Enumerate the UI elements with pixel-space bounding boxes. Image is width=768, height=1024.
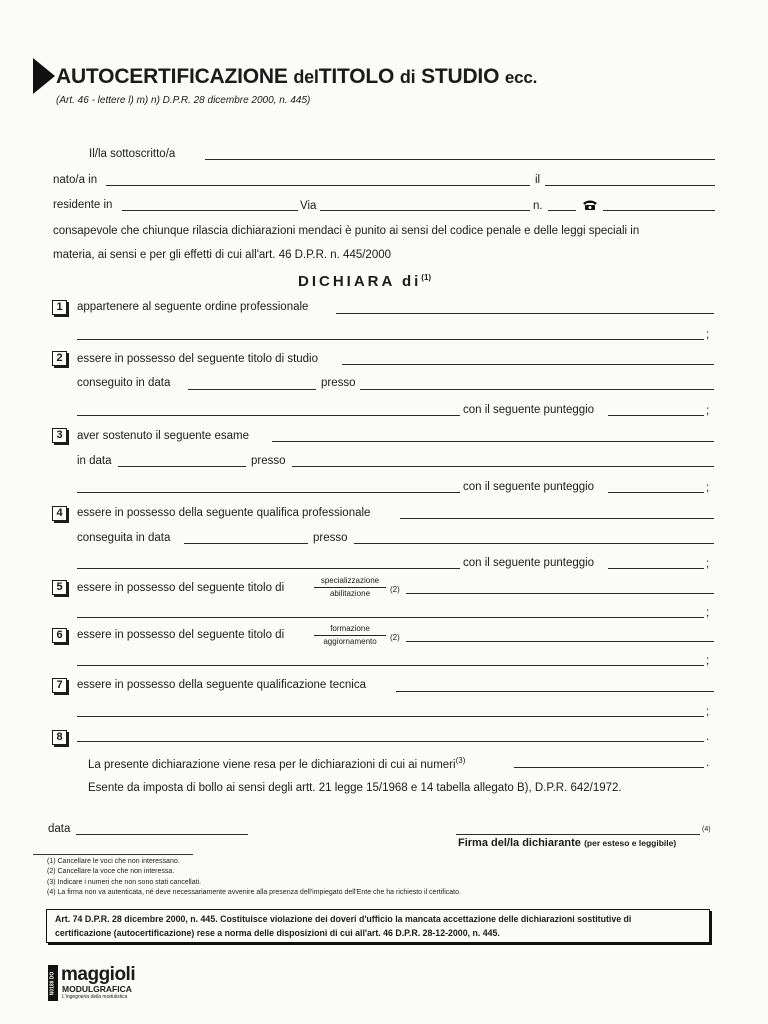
item-6-ref: (2): [390, 633, 400, 642]
item-8-number[interactable]: 8: [52, 730, 67, 745]
item-2-text: essere in possesso del seguente titolo di studio: [77, 353, 319, 365]
item-2-presso: presso: [321, 377, 356, 389]
item-6-field-b[interactable]: [77, 665, 704, 666]
item-6-semicolon: ;: [706, 655, 710, 667]
consapevole-line2: materia, ai sensi e per gli effetti di cui all'art. 46 D.P.R. n. 445/2000: [53, 249, 392, 261]
footnote-4: (4) La firma non va autenticata, né deve necessariamente avvenire alla presenza dell'impiegato dell'Ente che ha richiesto il certificato.: [47, 889, 461, 896]
dichiara-di: di: [401, 273, 422, 290]
legal-box: [46, 909, 710, 943]
publisher-brand: maggioli: [61, 964, 136, 985]
publisher-code: [48, 965, 58, 1001]
data-label: data: [48, 823, 71, 835]
item-6-fraction: [314, 625, 386, 646]
footnote-2: (2) Cancellare la voce che non interessa.: [47, 868, 175, 875]
item-4-date-field[interactable]: [184, 543, 308, 544]
item-1-semicolon: ;: [706, 329, 710, 341]
nato-label: nato/a in: [53, 174, 98, 186]
publisher-division: MODULGRAFICA: [62, 984, 132, 994]
item-5-frac-bar: [314, 587, 386, 588]
item-4-field-a[interactable]: [400, 518, 714, 519]
firma-label: Firma del/la dichiarante: [458, 837, 581, 849]
item-5-frac-bottom: abilitazione: [329, 589, 371, 598]
item-4-text: essere in possesso della seguente qualifica professionale: [77, 507, 371, 519]
item-2-punteggio-field[interactable]: [608, 415, 704, 416]
legal-line-1: Art. 74 D.P.R. 28 dicembre 2000, n. 445. Costituisce violazione dei doveri d'ufficio la mancata accettazione delle dichiarazioni sostitutive di: [55, 914, 632, 924]
header-arrow: [33, 58, 55, 94]
title-ecc: ecc.: [504, 68, 538, 87]
dichiara-heading: [298, 274, 431, 289]
item-4-semicolon: ;: [706, 558, 710, 570]
nato-field[interactable]: [106, 185, 530, 186]
item-1-number[interactable]: 1: [52, 300, 67, 315]
publisher-code-text: N0188 DO: [49, 971, 56, 996]
publisher-logo: [48, 965, 158, 1003]
item-1-field-b[interactable]: [77, 339, 704, 340]
footnote-1: (1) Cancellare le voci che non interessano.: [47, 858, 180, 865]
item-7-number[interactable]: 7: [52, 678, 67, 693]
item-1-text: appartenere al seguente ordine professionale: [77, 301, 309, 313]
item-2-date-field[interactable]: [188, 389, 316, 390]
item-2-punteggio: con il seguente punteggio: [463, 404, 595, 416]
page-title: [56, 66, 537, 87]
legal-line-2: certificazione (autocertificazione) rese a norma delle disposizioni di cui all'art. 46 D.P.R. 28-12-2000, n. 445.: [55, 928, 500, 938]
telephone-icon: [582, 198, 598, 210]
consapevole-line1: consapevole che chiunque rilascia dichiarazioni mendaci è punito ai sensi del codice penale e delle leggi speciali in: [53, 225, 640, 237]
firma-label-row: [458, 838, 676, 850]
sottoscritto-field[interactable]: [205, 159, 715, 160]
item-4-field-c[interactable]: [77, 568, 460, 569]
item-3-field-c[interactable]: [77, 492, 460, 493]
item-3-punteggio-field[interactable]: [608, 492, 704, 493]
phone-field[interactable]: [603, 210, 715, 211]
item-7-field-b[interactable]: [77, 716, 704, 717]
item-4-conseguita: conseguita in data: [77, 532, 171, 544]
item-5-semicolon: ;: [706, 607, 710, 619]
item-3-text: aver sostenuto il seguente esame: [77, 430, 249, 442]
item-5-field-a[interactable]: [406, 593, 714, 594]
item-5-field-b[interactable]: [77, 617, 704, 618]
publisher-tagline: L'ingegneria della modulistica: [62, 994, 128, 1000]
presente-label: La presente dichiarazione viene resa per le dichiarazioni di cui ai numeri: [88, 758, 456, 771]
title-del: del: [293, 67, 319, 87]
item-7-field-a[interactable]: [396, 691, 714, 692]
item-6-number[interactable]: 6: [52, 628, 67, 643]
item-6-field-a[interactable]: [406, 641, 714, 642]
via-field[interactable]: [320, 210, 530, 211]
item-2-conseguito: conseguito in data: [77, 377, 171, 389]
footnotes-rule: [33, 854, 193, 855]
page-subtitle: (Art. 46 - lettere l) m) n) D.P.R. 28 dicembre 2000, n. 445): [56, 95, 311, 106]
dichiara-note-ref: (1): [421, 273, 432, 282]
item-3-field-a[interactable]: [272, 441, 714, 442]
presente-text: [88, 757, 465, 771]
il-field[interactable]: [545, 185, 715, 186]
item-2-presso-field[interactable]: [360, 389, 714, 390]
via-label: Via: [300, 200, 317, 212]
item-2-field-c[interactable]: [77, 415, 460, 416]
footnote-3: (3) Indicare i numeri che non sono stati cancellati.: [47, 879, 202, 886]
firma-ref: (4): [702, 826, 711, 833]
item-7-text: essere in possesso della seguente qualificazione tecnica: [77, 679, 366, 691]
item-4-presso: presso: [313, 532, 348, 544]
item-3-in-data: in data: [77, 455, 112, 467]
item-3-presso-field[interactable]: [292, 466, 714, 467]
item-3-semicolon: ;: [706, 482, 710, 494]
item-2-semicolon: ;: [706, 405, 710, 417]
esente-text: Esente da imposta di bollo ai sensi degli artt. 21 legge 15/1968 e 14 tabella allegato B), D.P.R. 642/1972.: [88, 782, 622, 794]
item-4-punteggio-field[interactable]: [608, 568, 704, 569]
title-di: di: [399, 67, 416, 87]
item-1-field-a[interactable]: [336, 313, 714, 314]
n-field[interactable]: [548, 210, 576, 211]
item-3-number[interactable]: 3: [52, 428, 67, 443]
residente-field[interactable]: [122, 210, 298, 211]
item-5-frac-top: specializzazione: [320, 576, 380, 585]
item-3-punteggio: con il seguente punteggio: [463, 481, 595, 493]
item-6-frac-bottom: aggiornamento: [323, 637, 377, 646]
dichiara-word: DICHIARA: [298, 273, 395, 290]
item-7-semicolon: ;: [706, 706, 710, 718]
n-label: n.: [533, 200, 543, 212]
item-4-punteggio: con il seguente punteggio: [463, 557, 595, 569]
item-5-ref: (2): [390, 585, 400, 594]
title-titolo: TITOLO: [318, 65, 395, 88]
title-main: AUTOCERTIFICAZIONE: [56, 65, 288, 88]
item-8-period: .: [706, 731, 710, 743]
presente-field[interactable]: [514, 767, 704, 768]
item-6-frac-top: formazione: [330, 624, 370, 633]
item-4-number[interactable]: 4: [52, 506, 67, 521]
item-3-presso: presso: [251, 455, 286, 467]
il-label: il: [535, 174, 541, 186]
item-3-date-field[interactable]: [118, 466, 246, 467]
item-8-field[interactable]: [77, 741, 704, 742]
item-4-presso-field[interactable]: [354, 543, 714, 544]
presente-period: .: [706, 757, 710, 769]
item-6-text: essere in possesso del seguente titolo di: [77, 629, 285, 641]
residente-label: residente in: [53, 199, 113, 211]
firma-field[interactable]: [456, 834, 700, 835]
item-5-text: essere in possesso del seguente titolo di: [77, 582, 285, 594]
title-studio: STUDIO: [421, 65, 500, 88]
item-5-number[interactable]: 5: [52, 580, 67, 595]
sottoscritto-label: Il/la sottoscritto/a: [89, 148, 176, 160]
item-2-field-a[interactable]: [342, 364, 714, 365]
item-6-frac-bar: [314, 635, 386, 636]
firma-note: (per esteso e leggibile): [584, 838, 677, 848]
presente-ref: (3): [455, 756, 466, 765]
item-2-number[interactable]: 2: [52, 351, 67, 366]
item-5-fraction: [314, 577, 386, 598]
data-field[interactable]: [76, 834, 248, 835]
